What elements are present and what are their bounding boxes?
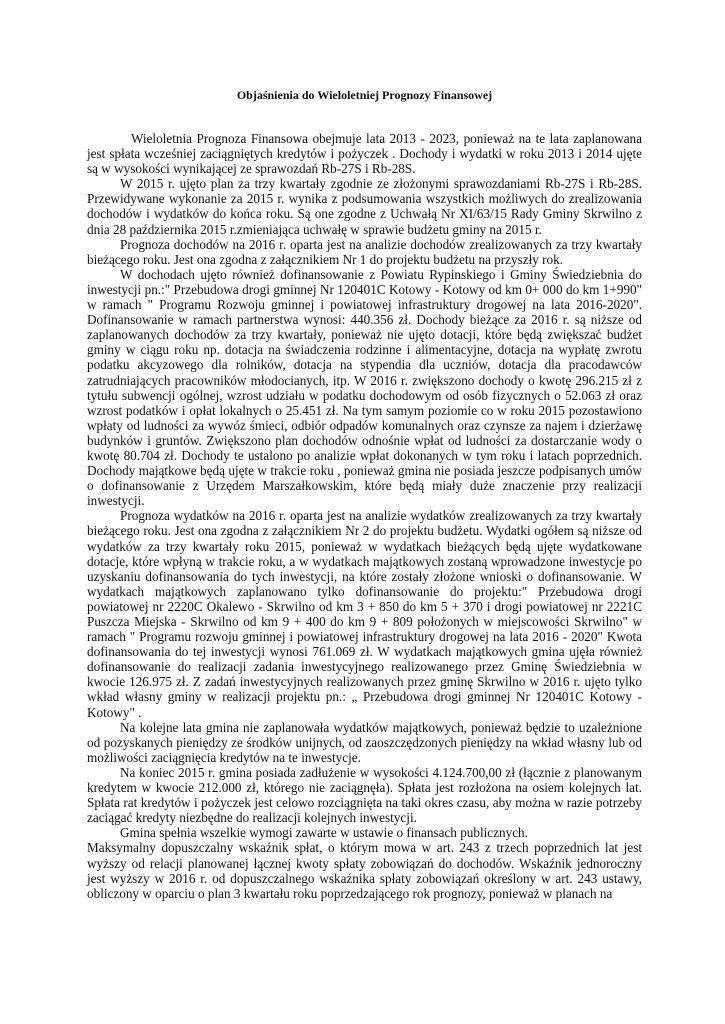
paragraph-income-details: W dochodach ujęto również dofinansowanie z Powiatu Rypinskiego i Gminy Świedziebnia do inwestycji pn.:" Przebudowa drogi gminnej Nr 120401C Kotowy - Kotowy od km 0+ 000 do km 1+990" w ramach " Programu Rozwoju gminnej i powiatowej infrastruktury drogowej na lata 2016-2020". Dofinansowanie w ramach partnerstwa wynosi: 440.356 zł. Dochody bieżące za 2016 r. są niższe od zaplanowanych dochodów za trzy kwartały, ponieważ nie ujęto dotacji, które będą zwiększać budżet gminy w ciągu roku np. dotacja na świadczenia rodzinne i alimentacyjne, dotacja na wypłatę zwrotu podatku akcyzowego dla rolników, dotacja na stypendia dla uczniów, dotacja dla pracodawców zatrudniających pracowników młodocianych, itp. W 2016 r. zwiększono dochody o kwotę 296.215 zł z tytułu subwencji ogólnej, wzrost udziału w podatku dochodowym od osób fizycznych o 52.063 zł oraz wzrost podatków i opłat lokalnych o 25.451 zł. Na tym samym poziomie co w roku 2015 pozostawiono wpłaty od ludności za wywóz śmieci, odbiór odpadów komunalnych oraz czynsze za najem i dzierżawę budynków i gruntów. Zwiększono plan dochodów odnośnie wpłat od ludności za dostarczanie wody o kwotę 80.704 zł. Dochody te ustalono po analizie wpłat dokonanych w tym roku i latach poprzednich. Dochody majątkowe będą ujęte w trakcie roku , ponieważ gmina nie posiada jeszcze podpisanych umów o dofinansowanie z Urzędem Marszałkowskim, które będą miały duże znaczenie przy realizacji inwestycji. (87, 266, 642, 509)
paragraph-expense-forecast: Prognoza wydatków na 2016 r. oparta jest na analizie wydatków zrealizowanych za trzy kwartały bieżącego roku. Jest ona zgodna z załącznikiem Nr 2 do projektu budżetu. Wydatki ogółem są niższe od wydatków za trzy kwartały roku 2015, ponieważ w wydatkach bieżących będą ujęte wydatkowane dotacje, które wpłyną w trakcie roku, a w wydatkach majątkowych zostaną wprowadzone inwestycje po uzyskaniu dofinansowania do tych inwestycji, na które zostały złożone wnioski o dofinansowanie. W wydatkach majątkowych zaplanowano tylko dofinansowanie do projektu:" Przebudowa drogi powiatowej nr 2220C Okalewo - Skrwilno od km 3 + 850 do km 5 + 370 i drogi powiatowej nr 2221C Puszcza Miejska - Skrwilno od km 9 + 400 do km 9 + 809 położonych w miejscowości Skrwilno" w ramach " Programu rozwoju gminnej i powiatowej infrastruktury drogowej na lata 2016 - 2020" Kwota dofinansowania do tej inwestycji wynosi 761.069 zł. W wydatkach majątkowych gmina ujęła również dofinansowanie do realizacji zadania inwestycyjnego realizowanego przez Gminę Świedziebnia w kwocie 126.975 zł. Z zadań inwestycyjnych realizowanych przez gminę Skrwilno w 2016 r. ujęto tylko wkład własny gminy w realizacji projektu pn.: „ Przebudowa drogi gminnej Nr 120401C Kotowy - Kotowy" . (87, 508, 642, 720)
paragraph-repayment-ratio: Maksymalny dopuszczalny wskaźnik spłat, o którym mowa w art. 243 z trzech poprzednich lat jest wyższy od relacji planowanej łącznej kwoty spłaty zobowiązań do dochodów. Wskaźnik jednoroczny jest wyższy w 2016 r. od dopuszczalnego wskaźnika spłaty zobowiązań określony w art. 243 ustawy, obliczony w oparciu o plan 3 kwartału roku poprzedzającego rok prognozy, ponieważ w planach na (87, 840, 642, 901)
paragraph-compliance: Gmina spełnia wszelkie wymogi zawarte w ustawie o finansach publicznych. (120, 825, 528, 841)
document-body (87, 131, 642, 901)
paragraph-2015-plan: W 2015 r. ujęto plan za trzy kwartały zgodnie ze złożonymi sprawozdaniami Rb-27S i Rb-28S. Przewidywane wykonanie za 2015 r. wynika z podsumowania wszystkich możliwych do zrealizowania dochodów i wydatków do końca roku. Są one zgodne z Uchwałą Nr XI/63/15 Rady Gminy Skrwilno z dnia 28 października 2015 r.zmieniająca uchwałę w sprawie budżetu gminy na 2015 r. (87, 176, 642, 237)
document-title: Objaśnienia do Wieloletniej Prognozy Finansowej (236, 88, 493, 102)
paragraph-income-forecast: Prognoza dochodów na 2016 r. oparta jest na analizie dochodów zrealizowanych za trzy kwartały bieżącego roku. Jest ona zgodna z załącznikiem Nr 1 do projektu budżetu na przyszły rok. (87, 236, 642, 267)
paragraph-debt: Na koniec 2015 r. gmina posiada zadłużenie w wysokości 4.124.700,00 zł (łącznie z planowanym kredytem w kwocie 212.000 zł, którego nie zaciągnęła). Spłata jest rozłożona na osiem kolejnych lat. Spłata rat kredytów i pożyczek jest celowo rozciągnięta na taki okres czasu, aby można w razie potrzeby zaciągać kredyty niezbędne do realizacji kolejnych inwestycji. (87, 764, 642, 826)
paragraph-scope: Wieloletnia Prognoza Finansowa obejmuje lata 2013 - 2023, ponieważ na te lata zaplanowana jest spłata wcześniej zaciągniętych kredytów i pożyczek . Dochody i wydatki w roku 2013 i 2014 ujęte są w wysokości wynikającej ze sprawozdań Rb-27S i Rb-28S. (87, 131, 642, 177)
paragraph-future-investments: Na kolejne lata gmina nie zaplanowała wydatków majątkowych, ponieważ będzie to uzależnione od pozyskanych pieniędzy ze środków unijnych, od zaoszczędzonych pieniędzy na wkład własny lub od możliwości zaciągnięcia kredytów na te inwestycje. (87, 719, 642, 765)
